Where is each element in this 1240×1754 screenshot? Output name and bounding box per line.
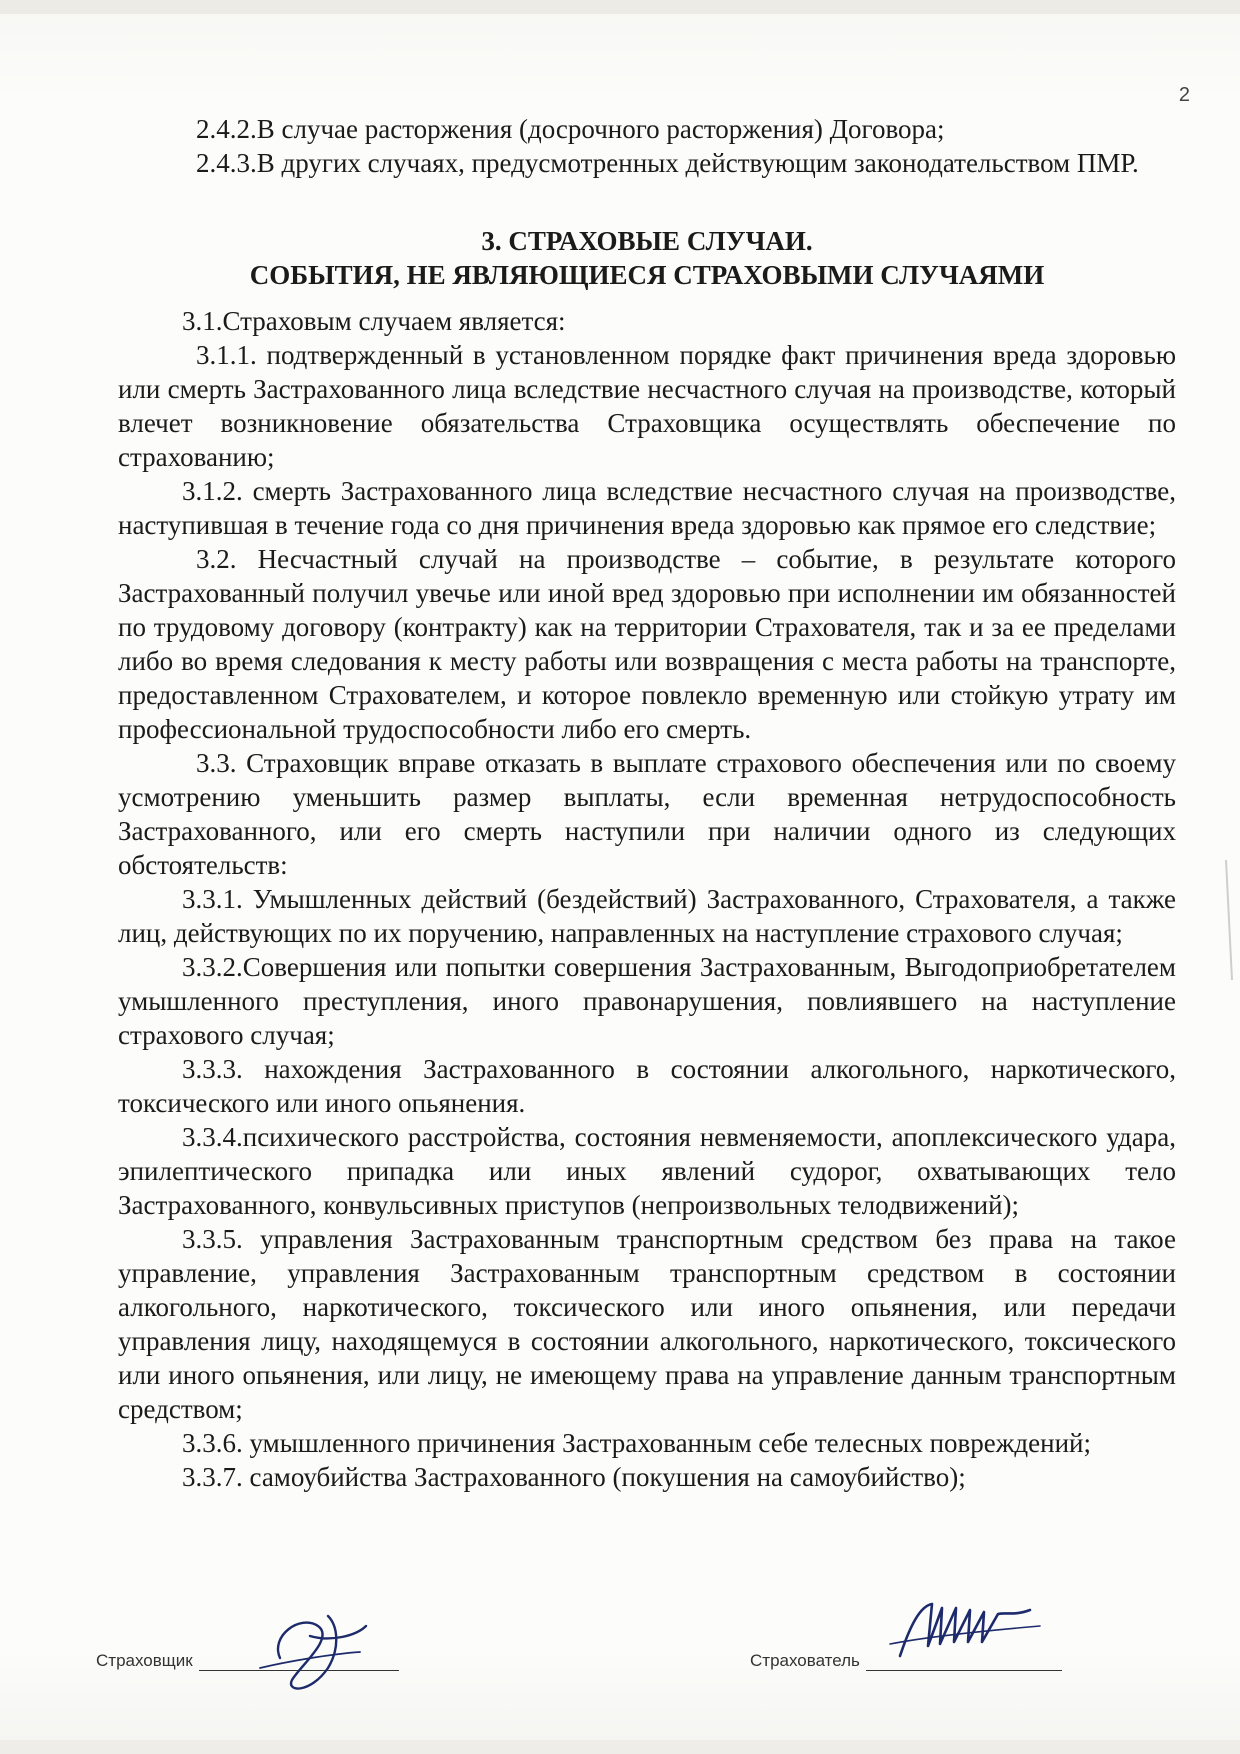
clause-3-3-2: 3.3.2.Совершения или попытки совершения Застрахованным, Выгодоприобретателем умышленного преступления, иного правонарушения, повлиявшего на наступление страхового случая; bbox=[118, 952, 1176, 1050]
section-subtitle: СОБЫТИЯ, НЕ ЯВЛЯЮЩИЕСЯ СТРАХОВЫМИ СЛУЧАЯМИ bbox=[249, 260, 1045, 290]
signature-footer bbox=[0, 1630, 1240, 1690]
clause-3-1-2: 3.1.2. смерть Застрахованного лица вследствие несчастного случая на производстве, наступившая в течение года со дня причинения вреда здоровью как прямое его следствие; bbox=[118, 476, 1176, 540]
clause-2-4-2: 2.4.2.В случае расторжения (досрочного расторжения) Договора; bbox=[196, 114, 945, 144]
insurer-signature-block bbox=[96, 1650, 399, 1671]
clause-2-4-3: 2.4.3.В других случаях, предусмотренных действующим законодательством ПМР. bbox=[196, 148, 1139, 178]
insurer-label: Страховщик bbox=[96, 1651, 193, 1670]
clause-3-3-4: 3.3.4.психического расстройства, состояния невменяемости, апоплексического удара, эпилептического припадка или иных явлений судорог, охватывающих тело Застрахованного, конвульсивных приступов (непроизвольных телодвижений); bbox=[118, 1122, 1176, 1220]
policyholder-signature-block bbox=[750, 1650, 1062, 1671]
page-number: 2 bbox=[1178, 84, 1190, 106]
policyholder-label: Страхователь bbox=[750, 1651, 860, 1670]
clause-3-1-1: 3.1.1. подтвержденный в установленном порядке факт причинения вреда здоровью или смерть Застрахованного лица вследствие несчастного случая на производстве, который влечет возникновение обязательства Страховщика осуществлять обеспечение по страхованию; bbox=[118, 340, 1176, 472]
policyholder-signature-line bbox=[866, 1650, 1062, 1671]
clause-3-2: 3.2. Несчастный случай на производстве – событие, в результате которого Застрахованный получил увечье или иной вред здоровью при исполнении им обязанностей по трудовому договору (контракту) как на территории Страхователя, так и за ее пределами либо во время следования к месту работы или возвращения с места работы на транспорте, предоставленном Страхователем, и которое повлекло временную или стойкую утрату им профессиональной трудоспособности либо его смерть. bbox=[118, 544, 1176, 744]
clause-3-3-7: 3.3.7. самоубийства Застрахованного (покушения на самоубийство); bbox=[182, 1462, 966, 1492]
clause-3-3: 3.3. Страховщик вправе отказать в выплате страхового обеспечения или по своему усмотрению уменьшить размер выплаты, если временная нетрудоспособность Застрахованного, или его смерть наступили при наличии одного из следующих обстоятельств: bbox=[118, 748, 1176, 880]
clause-3-3-6: 3.3.6. умышленного причинения Застрахованным себе телесных повреждений; bbox=[182, 1428, 1091, 1458]
clause-3-3-3: 3.3.3. нахождения Застрахованного в состоянии алкогольного, наркотического, токсического или иного опьянения. bbox=[118, 1054, 1176, 1118]
document-body bbox=[118, 112, 1176, 1494]
clause-3-3-1: 3.3.1. Умышленных действий (бездействий) Застрахованного, Страхователя, а также лиц, действующих по их поручению, направленных на наступление страхового случая; bbox=[118, 884, 1176, 948]
section-title: 3. СТРАХОВЫЕ СЛУЧАИ. bbox=[481, 226, 813, 256]
section-heading bbox=[118, 224, 1176, 292]
insurer-signature-line bbox=[199, 1650, 399, 1671]
clause-3-3-5: 3.3.5. управления Застрахованным транспортным средством без права на такое управление, управления Застрахованным транспортным средством в состоянии алкогольного, наркотического, токсического или иного опьянения, или передачи управления лицу, находящемуся в состоянии алкогольного, наркотического, токсического или иного опьянения, или лицу, не имеющему права на управление данным транспортным средством; bbox=[118, 1224, 1176, 1424]
clause-3-1: 3.1.Страховым случаем является: bbox=[182, 306, 566, 336]
